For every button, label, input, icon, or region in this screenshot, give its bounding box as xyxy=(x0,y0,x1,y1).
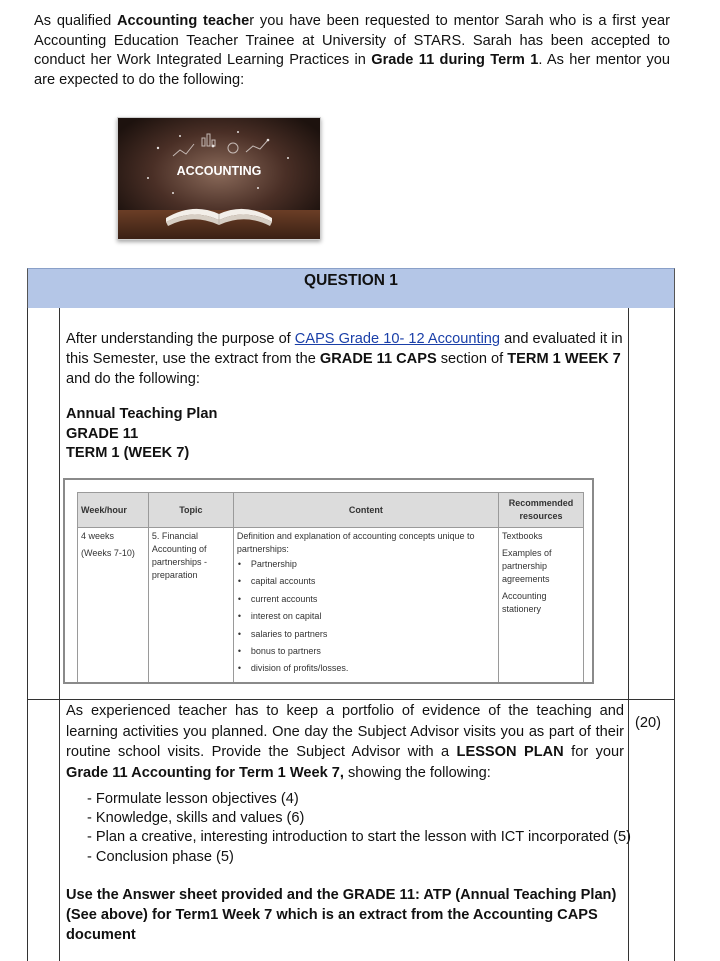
question-header xyxy=(27,268,675,308)
requirement-item: - Conclusion phase (5) xyxy=(87,848,234,865)
requirement-item: - Plan a creative, interesting introduction to start the lesson with ICT incorporated (5) xyxy=(87,829,632,846)
caps-week-range: (Weeks 7-10) xyxy=(81,548,135,558)
answer-sheet-instruction: Use the Answer sheet provided and the GRADE 11: ATP (Annual Teaching Plan) (See above) for Term1 Week 7 which is an extract from the Accounting CAPS document xyxy=(66,887,617,943)
image-caption: ACCOUNTING xyxy=(176,164,262,178)
caps-resource: Accounting stationery xyxy=(502,591,547,614)
part2-instructions xyxy=(66,701,624,783)
part2-text-3: showing the following: xyxy=(343,764,491,781)
part1-text-4: and do the following: xyxy=(66,371,200,387)
caps-content-item: • capital accounts xyxy=(237,575,495,592)
part2-text-2: for your xyxy=(563,744,625,760)
caps-header-content: Content xyxy=(233,493,498,528)
part1-text-3: section of xyxy=(436,351,508,367)
caps-extract xyxy=(63,478,594,684)
atp-title: Annual Teaching Plan xyxy=(66,406,218,422)
part1-bold-2: TERM 1 WEEK 7 xyxy=(507,351,621,367)
question-marks: (20) xyxy=(635,715,661,731)
requirement-item: - Knowledge, skills and values (6) xyxy=(87,810,305,827)
atp-grade: GRADE 11 xyxy=(66,425,139,442)
part1-text-1: After understanding the purpose of xyxy=(66,331,295,347)
intro-paragraph xyxy=(34,12,670,90)
atp-heading xyxy=(66,405,217,464)
caps-topic-cell xyxy=(148,528,233,682)
intro-text-3: . As her mentor you are expected to do the following: xyxy=(34,52,670,88)
part1-bold-1: GRADE 11 CAPS xyxy=(319,351,437,367)
inner-left-rule xyxy=(59,308,60,961)
caps-content-list xyxy=(237,558,495,680)
intro-bold-1: Accounting teache xyxy=(116,13,250,29)
caps-resources-cell xyxy=(499,528,584,682)
part2-text-1: As experienced teacher has to keep a portfolio of evidence of the teaching and learning activities you planned. One day the Subject Advisor visits you as part of their routine school visits. Provide the Subject Advisor with a xyxy=(66,703,624,760)
caps-link[interactable]: CAPS Grade 10- 12 Accounting xyxy=(294,331,501,347)
part2-bold-1: LESSON PLAN xyxy=(456,744,564,760)
requirements-list xyxy=(87,790,631,867)
requirement-item: - Formulate lesson objectives (4) xyxy=(87,791,299,807)
part2-bold-2: Grade 11 Accounting for Term 1 Week 7, xyxy=(66,764,344,781)
caps-header-week: Week/hour xyxy=(78,493,149,528)
outer-right-rule xyxy=(674,308,675,961)
caps-resource: Examples of partnership agreements xyxy=(502,548,552,584)
caps-week-cell xyxy=(78,528,149,682)
intro-text-2: r you have been requested to mentor Sarah who is a first year Accounting Education Teacher Trainee at University of STARS. Sarah has been accepted to conduct her Work Integrated Learning Practices in xyxy=(34,13,670,69)
outer-left-rule xyxy=(27,308,28,961)
caps-content-item: • interest on capital xyxy=(237,610,495,627)
accounting-book-image xyxy=(117,117,321,240)
part1-instructions xyxy=(66,329,626,389)
intro-text-1: As qualified xyxy=(34,13,117,29)
caps-header-topic: Topic xyxy=(148,493,233,528)
caps-content-cell xyxy=(233,528,498,682)
caps-content-intro: Definition and explanation of accounting concepts unique to partnerships: xyxy=(236,531,475,554)
caps-content-item: • current accounts xyxy=(237,593,495,610)
caps-content-item: • division of profits/losses. xyxy=(237,662,495,679)
part1-text-2: and evaluated it in this Semester, use the extract from the xyxy=(66,331,623,367)
atp-term: TERM 1 (WEEK 7) xyxy=(66,445,190,462)
caps-table xyxy=(77,492,584,682)
row-divider xyxy=(27,699,675,700)
caps-content-item: • bonus to partners xyxy=(237,645,495,662)
intro-bold-2: Grade 11 during Term 1 xyxy=(371,52,539,69)
caps-topic: 5. Financial Accounting of partnerships - preparation xyxy=(151,531,207,580)
caps-resource: Textbooks xyxy=(502,531,543,541)
caps-content-item: • salaries to partners xyxy=(237,628,495,645)
question-title: QUESTION 1 xyxy=(304,272,398,289)
caps-header-resources: Recommended resources xyxy=(499,493,584,528)
caps-content-item: • Partnership xyxy=(237,558,495,575)
caps-week-duration: 4 weeks xyxy=(81,531,115,541)
